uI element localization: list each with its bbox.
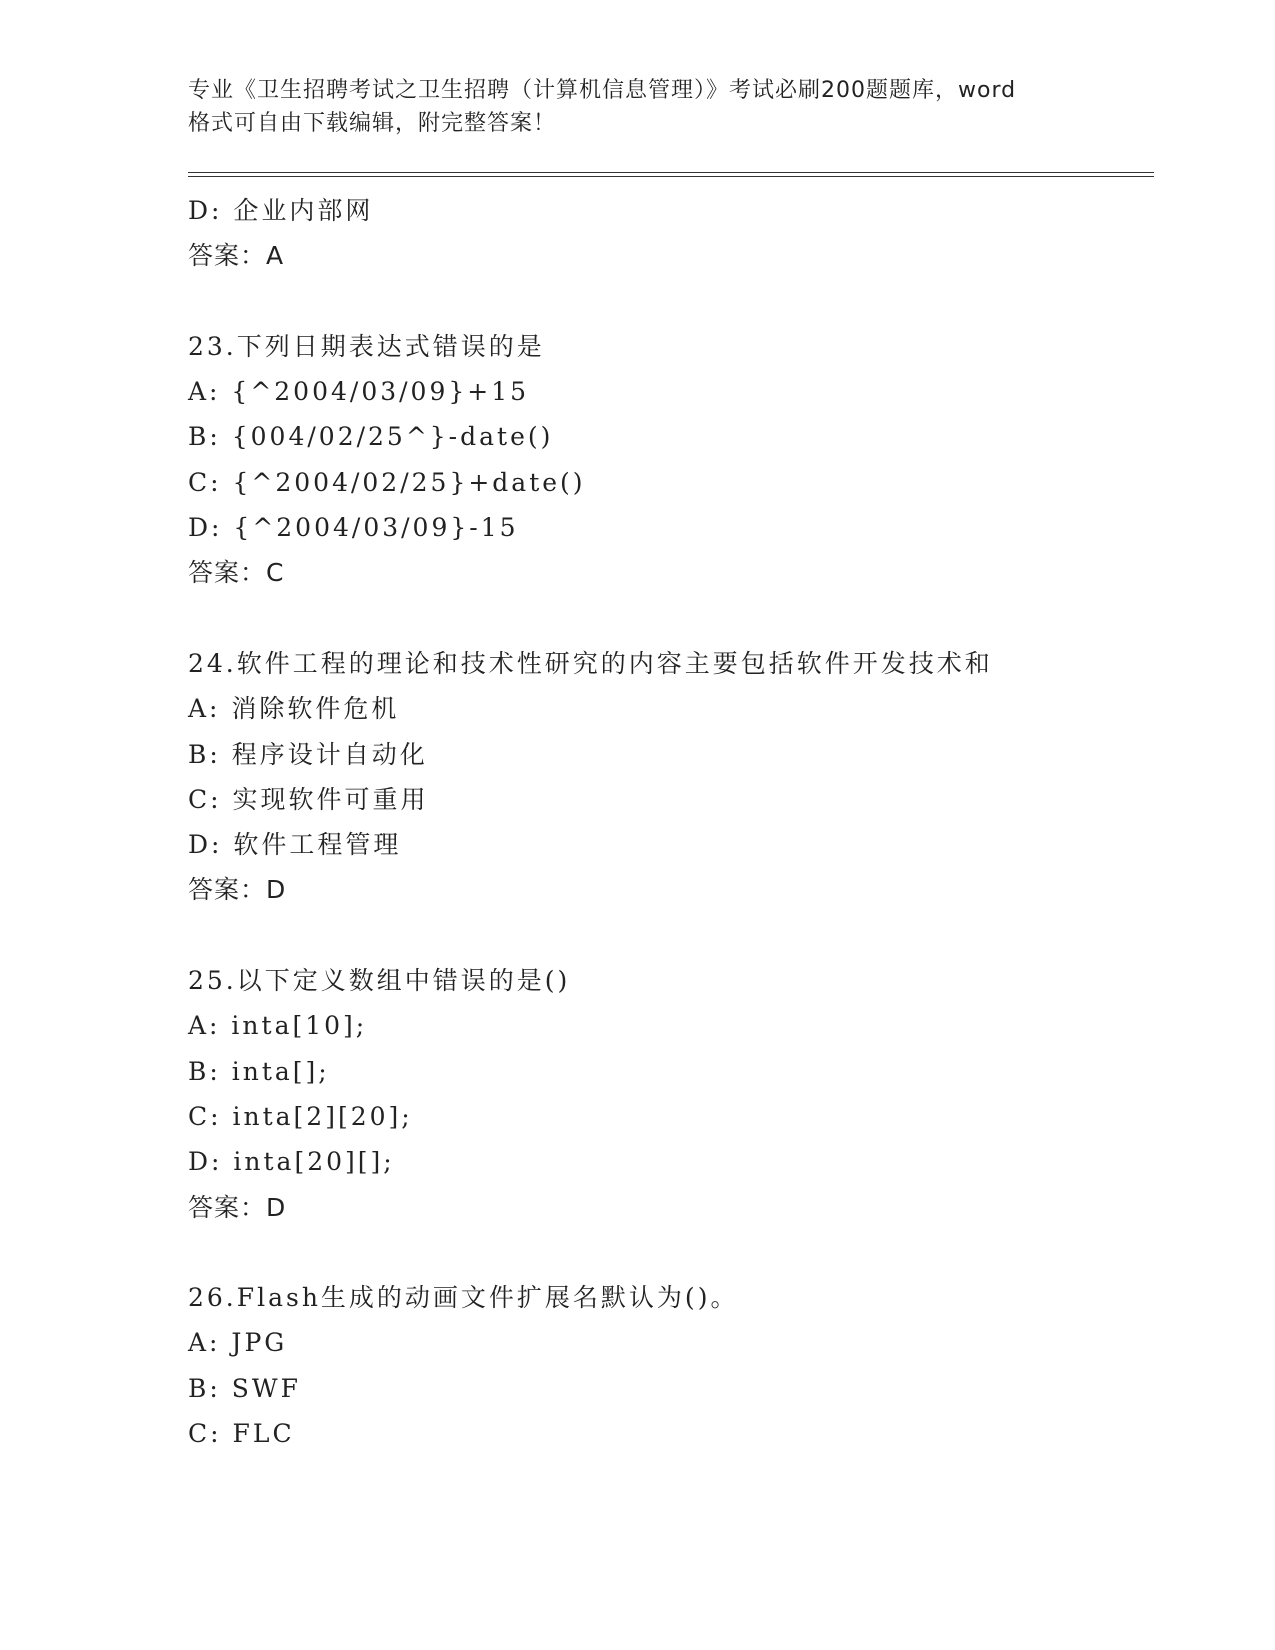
option-text: A: 消除软件危机 — [188, 694, 400, 724]
question-text: 25.以下定义数组中错误的是() — [188, 966, 571, 996]
answer-text: 答案：D — [188, 875, 287, 905]
option-text: C: 实现软件可重用 — [188, 784, 429, 814]
option-text: A: {^2004/03/09}+15 — [188, 377, 530, 407]
option-text: D: 软件工程管理 — [188, 830, 402, 860]
document-header — [188, 74, 1098, 140]
option-text: C: FLC — [188, 1419, 295, 1449]
option-text: B: 程序设计自动化 — [188, 739, 428, 769]
header-divider-top — [188, 172, 1154, 173]
blank-line — [188, 279, 1148, 324]
blank-line — [188, 913, 1148, 958]
option-text: B: {004/02/25^}-date() — [188, 422, 554, 452]
question-text: 23.下列日期表达式错误的是 — [188, 331, 545, 361]
header-divider-bottom — [188, 176, 1154, 177]
option-text: D: 企业内部网 — [188, 196, 374, 225]
question-text: 26.Flash生成的动画文件扩展名默认为()。 — [188, 1283, 739, 1313]
header-line-1: 专业《卫生招聘考试之卫生招聘（计算机信息管理）》考试必刷200题题库，word — [188, 78, 1017, 103]
question-list — [188, 188, 1148, 1456]
option-text: D: {^2004/03/09}-15 — [188, 513, 519, 543]
answer-text: 答案：C — [188, 558, 285, 588]
option-text: A: JPG — [188, 1328, 288, 1358]
header-line-2: 格式可自由下载编辑，附完整答案！ — [188, 111, 557, 136]
question-text: 24.软件工程的理论和技术性研究的内容主要包括软件开发技术和 — [188, 648, 993, 678]
option-text: A: inta[10]; — [188, 1011, 368, 1041]
option-text: B: SWF — [188, 1373, 301, 1403]
option-text: C: inta[2][20]; — [188, 1101, 413, 1131]
option-text: D: inta[20][]; — [188, 1147, 395, 1177]
option-text: B: inta[]; — [188, 1056, 330, 1086]
answer-text: 答案：A — [188, 241, 285, 271]
answer-text: 答案：D — [188, 1192, 287, 1222]
option-text: C: {^2004/02/25}+date() — [188, 467, 586, 497]
blank-line — [188, 596, 1148, 641]
blank-line — [188, 1230, 1148, 1275]
